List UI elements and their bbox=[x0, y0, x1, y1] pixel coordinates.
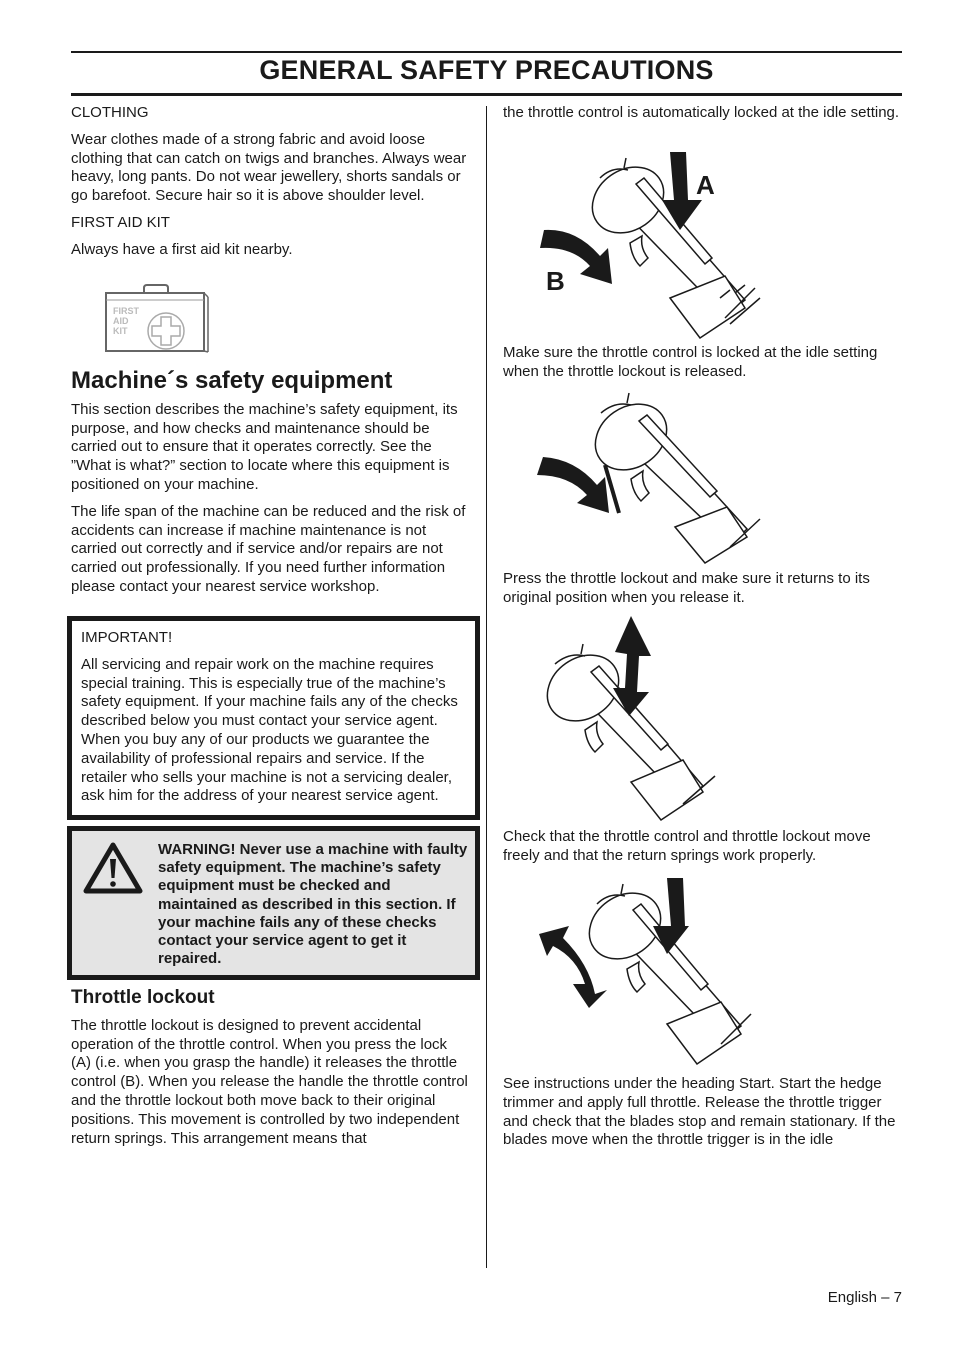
right-paragraph-3: Press the throttle lockout and make sure it returns to its original position when you release it. bbox=[503, 570, 870, 606]
first-aid-label-3: KIT bbox=[113, 326, 128, 336]
first-aid-kit-icon bbox=[104, 284, 210, 359]
right-text-5 bbox=[503, 1075, 903, 1158]
section-paragraph-2: The life span of the machine can be reduced and the risk of accidents can increase if machine maintenance is not carried out correctly and if service and/or repairs are not carried out professionally. If you need further information please contact your nearest service workshop. bbox=[71, 502, 466, 595]
throttle-figure-1 bbox=[540, 148, 770, 348]
right-text-1 bbox=[503, 104, 903, 131]
first-aid-text: Always have a first aid kit nearby. bbox=[71, 240, 293, 258]
important-text: All servicing and repair work on the machine requires special training. This is especially true of the machine’s safety equipment. If your machine fails any of the checks described below you must contact your service agent. When you buy any of our products we guarantee the availability of professional repairs and service. If the retailer who sells your machine is not a servicing dealer, ask him for the address of your nearest service agent. bbox=[81, 655, 458, 805]
right-paragraph-5: See instructions under the heading Start. Start the hedge trimmer and apply full throttle. Release the throttle trigger and check that the blades stop and remain stationary. If the blades move when the throttle trigger is in the idle bbox=[503, 1075, 896, 1149]
header-rule-top bbox=[71, 51, 902, 53]
left-column bbox=[71, 104, 471, 268]
important-heading: IMPORTANT! bbox=[81, 629, 173, 646]
throttle-figure-2 bbox=[535, 387, 765, 572]
warning-box bbox=[67, 826, 480, 980]
figure-label-a: A bbox=[696, 170, 715, 200]
throttle-figure-3 bbox=[533, 612, 763, 832]
important-box bbox=[67, 616, 480, 820]
first-aid-heading: FIRST AID KIT bbox=[71, 213, 170, 231]
throttle-text: The throttle lockout is designed to prevent accidental operation of the throttle control. When you press the lock (A) (i.e. when you grasp the handle) it releases the throttle control (B). When you release the handle the throttle control and the throttle lockout both move back to their original positions. This movement is controlled by two independent return springs. This arrangement means that bbox=[71, 1016, 468, 1147]
clothing-heading: CLOTHING bbox=[71, 104, 149, 121]
right-text-2 bbox=[503, 344, 903, 390]
warning-text: WARNING! Never use a machine with faulty safety equipment. The machine’s safety equipment must be checked and maintained as described in this section. If your machine fails any of these checks contact your service agent to get it repaired. bbox=[158, 841, 468, 968]
throttle-heading: Throttle lockout bbox=[71, 987, 215, 1008]
figure-label-b: B bbox=[546, 266, 565, 296]
left-column-section bbox=[71, 367, 471, 605]
right-text-3 bbox=[503, 570, 903, 616]
section-title: Machine´s safety equipment bbox=[71, 367, 393, 394]
column-divider bbox=[486, 106, 487, 1268]
right-paragraph-2: Make sure the throttle control is locked at the idle setting when the throttle lockout is released. bbox=[503, 344, 878, 380]
throttle-section bbox=[71, 989, 471, 1156]
throttle-figure-4 bbox=[533, 874, 763, 1074]
page-title: GENERAL SAFETY PRECAUTIONS bbox=[259, 55, 714, 85]
right-paragraph-1: the throttle control is automatically locked at the idle setting. bbox=[503, 104, 900, 121]
right-paragraph-4: Check that the throttle control and throttle lockout move freely and that the return springs work properly. bbox=[503, 828, 871, 864]
first-aid-label-2: AID bbox=[113, 316, 129, 326]
right-text-4 bbox=[503, 828, 903, 874]
header-rule-bottom bbox=[71, 93, 902, 96]
clothing-text: Wear clothes made of a strong fabric and avoid loose clothing that can catch on twigs and branches. Always wear heavy, long pants. Do not wear jewellery, shorts sandals or go barefoot. Secure hair so it is above shoulder level. bbox=[71, 130, 467, 205]
first-aid-label-1: FIRST bbox=[113, 306, 139, 316]
page-number: English – 7 bbox=[827, 1289, 902, 1306]
warning-triangle-icon bbox=[82, 841, 144, 900]
section-paragraph-1: This section describes the machine’s safety equipment, its purpose, and how checks and maintenance should be carried out to ensure that it operates correctly. See the ”What is what?” section to locate where this equipment is positioned on your machine. bbox=[71, 400, 458, 493]
